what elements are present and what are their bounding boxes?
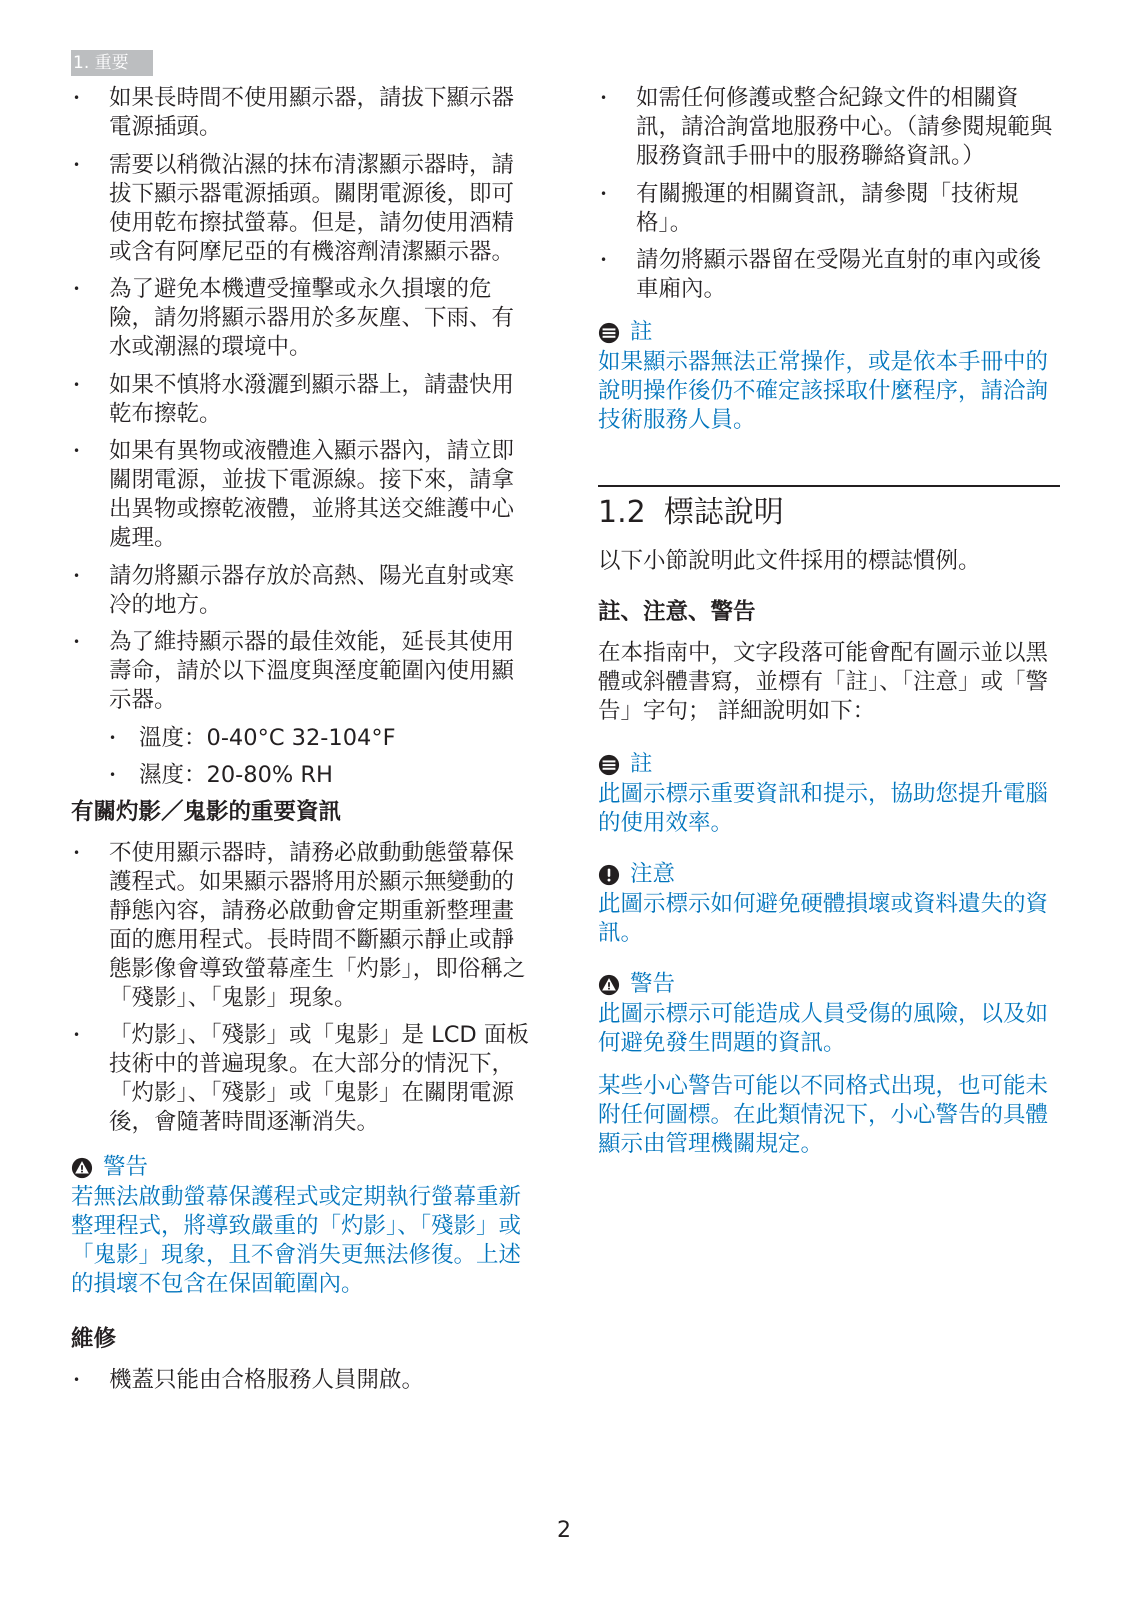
caution-text: 此圖示標示如何避免硬體損壞或資料遺失的資訊。 (598, 891, 1049, 946)
note-convention-callout (598, 750, 1060, 838)
service-bullet-list (598, 84, 1060, 304)
temperature-item: • 溫度：0-40°C 32-104°F (71, 724, 531, 753)
list-item: • 機蓋只能由合格服務人員開啟。 (71, 1366, 531, 1395)
section-tab: 1. 重要 (71, 50, 153, 76)
burn-in-bullet-list (71, 839, 531, 1138)
warning-extra-text: 某些小心警告可能以不同格式出現，也可能未附任何圖標。在此類情況下，小心警告的具體顯示由管理機關規定。 (598, 1073, 1049, 1157)
warning-text: 此圖示標示可能造成人員受傷的風險，以及如何避免發生問題的資訊。 (598, 1001, 1049, 1056)
list-item: • 如果長時間不使用顯示器，請拔下顯示器電源插頭。 (71, 84, 531, 142)
left-column (71, 84, 531, 1404)
warning-triangle-icon (71, 1157, 93, 1179)
caution-label: 注意 (630, 861, 676, 887)
note-icon (598, 322, 620, 344)
burn-in-heading: 有關灼影／鬼影的重要資訊 (71, 798, 342, 825)
warning-label: 警告 (103, 1154, 149, 1180)
list-item: • 需要以稍微沾濕的抹布清潔顯示器時，請拔下顯示器電源插頭。關閉電源後，即可使用乾布擦拭螢幕。但是，請勿使用酒精或含有阿摩尼亞的有機溶劑清潔顯示器。 (71, 151, 531, 267)
page-number: 2 (557, 1518, 571, 1543)
list-item: • 「灼影」、「殘影」或「鬼影」是 LCD 面板技術中的普遍現象。在大部分的情況下，「灼影」、「殘影」或「鬼影」在關閉電源後，會隨著時間逐漸消失。 (71, 1021, 531, 1137)
conventions-subheading: 註、注意、警告 (598, 599, 756, 625)
note-text: 如果顯示器無法正常操作，或是依本手冊中的說明操作後仍不確定該採取什麼程序，請洽詢技術服務人員。 (598, 349, 1049, 433)
care-bullet-list (71, 84, 531, 715)
section-title (598, 493, 1060, 533)
note-callout (598, 318, 1060, 435)
list-item: • 為了避免本機遭受撞擊或永久損壞的危險，請勿將顯示器用於多灰塵、下雨、有水或潮濕的環境中。 (71, 275, 531, 362)
section-heading: 標誌說明 (663, 495, 784, 530)
section-intro: 以下小節說明此文件採用的標誌慣例。 (598, 548, 981, 574)
conventions-description: 在本指南中，文字段落可能會配有圖示並以黑體或斜體書寫，並標有「註」、「注意」或「警告」字句； 詳細說明如下： (598, 640, 1049, 724)
warning-callout (71, 1153, 531, 1299)
warning-triangle-icon (598, 974, 620, 996)
list-item: • 為了維持顯示器的最佳效能，延長其使用壽命，請於以下溫度與溼度範圍內使用顯示器。 (71, 628, 531, 715)
note-label: 註 (630, 319, 653, 345)
section-number: 1.2 (598, 495, 646, 530)
maintenance-heading: 維修 (71, 1326, 117, 1352)
note-label: 註 (630, 751, 653, 777)
maintenance-bullet-list (71, 1366, 531, 1395)
list-item: • 不使用顯示器時，請務必啟動動態螢幕保護程式。如果顯示器將用於顯示無變動的靜態內容，請務必啟動會定期重新整理畫面的應用程式。長時間不斷顯示靜止或靜態影像會導致螢幕產生「灼影」，即俗稱之「殘影」、「鬼影」現象。 (71, 839, 531, 1013)
warning-convention-callout (598, 970, 1060, 1159)
warning-text: 若無法啟動螢幕保護程式或定期執行螢幕重新整理程式，將導致嚴重的「灼影」、「殘影」或「鬼影」現象，且不會消失更無法修復。上述的損壞不包含在保固範圍內。 (71, 1184, 522, 1297)
note-text: 此圖示標示重要資訊和提示，協助您提升電腦的使用效率。 (598, 781, 1049, 836)
warning-label: 警告 (630, 971, 676, 997)
humidity-item: • 濕度：20-80% RH (71, 761, 531, 790)
list-item: • 請勿將顯示器留在受陽光直射的車內或後車廂內。 (598, 246, 1060, 304)
list-item: • 如果不慎將水潑灑到顯示器上，請盡快用乾布擦乾。 (71, 371, 531, 429)
list-item: • 請勿將顯示器存放於高熱、陽光直射或寒冷的地方。 (71, 562, 531, 620)
list-item: • 如需任何修護或整合紀錄文件的相關資訊，請洽詢當地服務中心。（請參閱規範與服務資訊手冊中的服務聯絡資訊。） (598, 84, 1060, 171)
caution-callout (598, 860, 1060, 948)
list-item: • 如果有異物或液體進入顯示器內，請立即關閉電源，並拔下電源線。接下來，請拿出異物或擦乾液體，並將其送交維護中心處理。 (71, 437, 531, 553)
list-item: • 有關搬運的相關資訊，請參閱「技術規格」。 (598, 180, 1060, 238)
environment-sub-list (71, 724, 531, 790)
section-divider (598, 485, 1060, 487)
note-icon (598, 754, 620, 776)
caution-icon (598, 864, 620, 886)
right-column (598, 84, 1060, 1159)
